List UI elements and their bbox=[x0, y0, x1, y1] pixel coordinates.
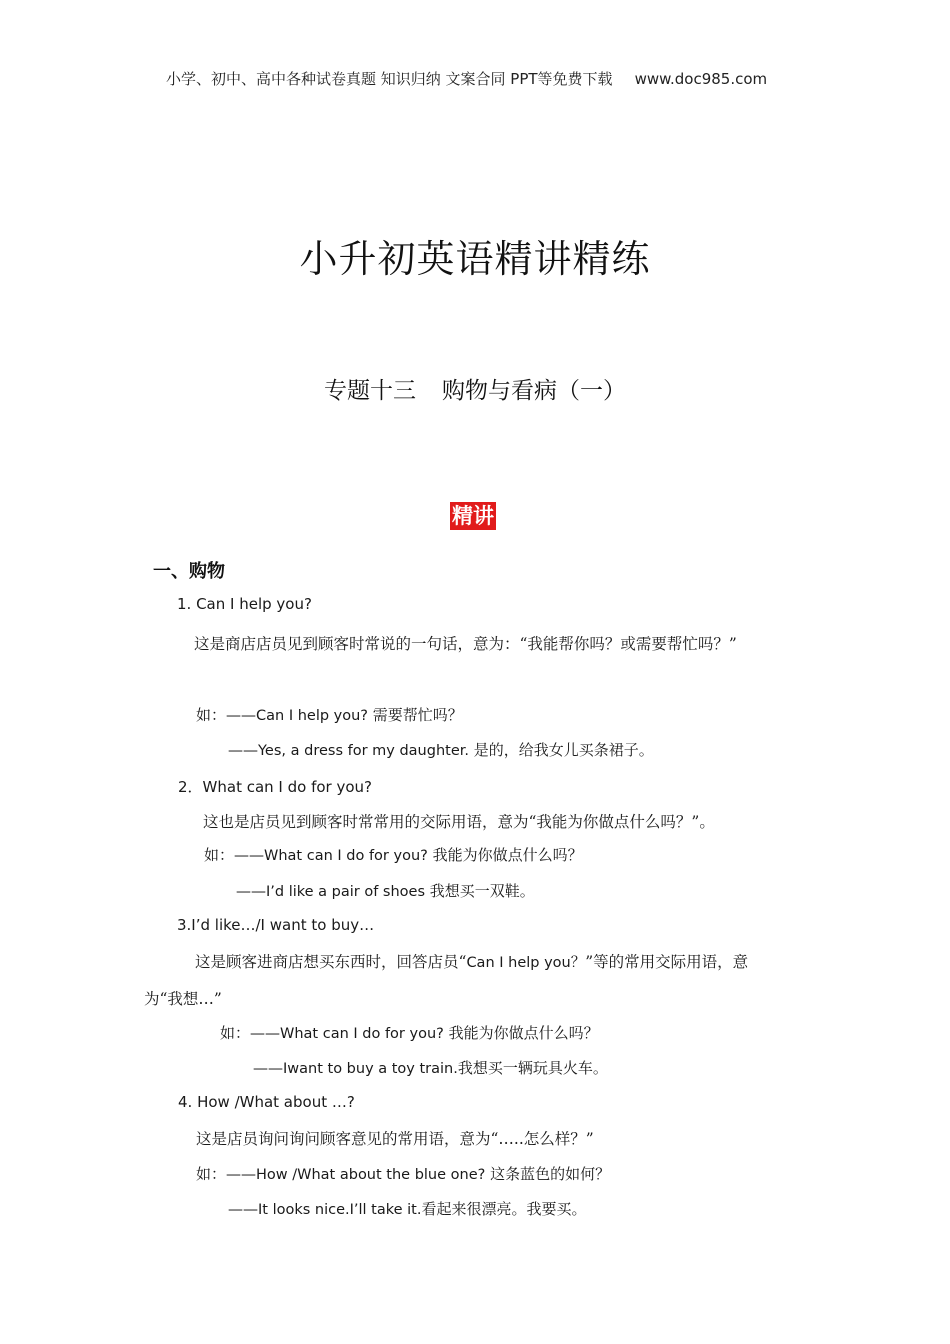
item-3-example-2: ——Iwant to buy a toy train.我想买一辆玩具火车。 bbox=[253, 1059, 608, 1077]
document-title: 小升初英语精讲精练 bbox=[299, 237, 651, 281]
item-4-explain: 这是店员询问询问顾客意见的常用语，意为“…..怎么样？” bbox=[196, 1130, 594, 1148]
item-3-heading: 3.I’d like…/I want to buy… bbox=[177, 916, 375, 934]
item-3-explain: 这是顾客进商店想买东西时，回答店员“Can I help you？”等的常用交际用语，意 bbox=[195, 953, 749, 971]
item-2-example-2: ——I’d like a pair of shoes 我想买一双鞋。 bbox=[236, 882, 535, 900]
item-1-example-2: ——Yes, a dress for my daughter. 是的，给我女儿买条裙子。 bbox=[228, 741, 654, 759]
subtitle-name: 购物与看病（一） bbox=[442, 378, 626, 404]
item-2-heading: 2．What can I do for you? bbox=[178, 778, 373, 796]
document-subtitle bbox=[0, 372, 950, 405]
item-2-example-1: 如：——What can I do for you? 我能为你做点什么吗？ bbox=[204, 846, 583, 864]
page-header bbox=[166, 68, 767, 89]
item-4-example-2: ——It looks nice.I’ll take it.看起来很漂亮。我要买。 bbox=[228, 1200, 587, 1218]
header-url[interactable]: www.doc985.com bbox=[634, 70, 768, 88]
section-badge: 精讲 bbox=[452, 504, 494, 528]
subtitle-topic: 专题十三 bbox=[324, 378, 416, 404]
item-3-example-1: 如：——What can I do for you? 我能为你做点什么吗？ bbox=[220, 1024, 599, 1042]
item-1-explain: 这是商店店员见到顾客时常说的一句话，意为：“我能帮你吗？或需要帮忙吗？” bbox=[194, 635, 737, 653]
item-2-explain: 这也是店员见到顾客时常常用的交际用语，意为“我能为你做点什么吗？”。 bbox=[203, 813, 715, 831]
item-1-example-1: 如：——Can I help you? 需要帮忙吗？ bbox=[196, 706, 463, 724]
item-4-example-1: 如：——How /What about the blue one? 这条蓝色的如何？ bbox=[196, 1165, 611, 1183]
header-text: 小学、初中、高中各种试卷真题 知识归纳 文案合同 PPT等免费下载 bbox=[166, 70, 613, 88]
item-3-explain-cont: 为“我想…” bbox=[144, 990, 222, 1008]
item-1-heading: 1. Can I help you? bbox=[177, 595, 312, 613]
item-4-heading: 4. How /What about …? bbox=[178, 1093, 355, 1111]
section-heading: 一、购物 bbox=[153, 561, 225, 582]
